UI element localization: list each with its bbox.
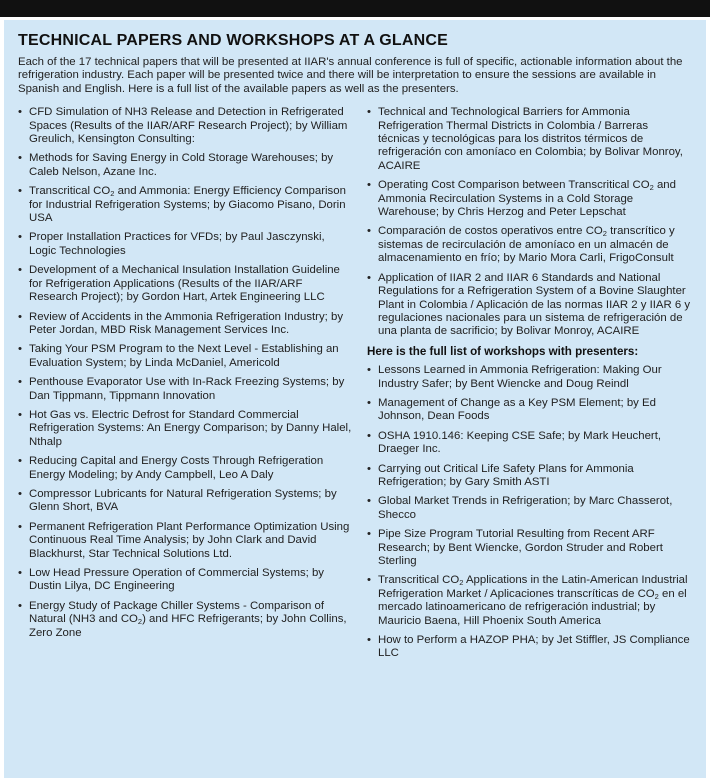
left-column <box>18 106 353 667</box>
paper-item-text: Comparación de costos operativos entre $CO_2$ transcrítico y sistemas de recirculación de amoníaco en un almacén de almacenamiento en frío; by Mario Mora Carli, FrigoConsult <box>378 225 675 265</box>
bullet-icon: • <box>18 106 22 119</box>
bullet-icon: • <box>367 495 371 508</box>
bullet-icon: • <box>367 462 371 475</box>
bullet-icon: • <box>367 225 371 238</box>
right-column <box>367 106 692 667</box>
workshop-item-text: Management of Change as a Key PSM Element; by Ed Johnson, Dean Foods <box>378 396 656 423</box>
paper-item-text: Energy Study of Package Chiller Systems - Comparison of Natural (NH3 and $CO_2$) and HFC Refrigerants; by John Collins, Zero Zone <box>29 599 347 639</box>
paper-item <box>367 106 692 173</box>
workshop-item-text: OSHA 1910.146: Keeping CSE Safe; by Mark Heuchert, Draeger Inc. <box>378 429 662 456</box>
paper-item-text: Compressor Lubricants for Natural Refrigeration Systems; by Glenn Short, BVA <box>29 487 337 514</box>
workshop-item <box>367 397 692 424</box>
header-bar <box>0 0 710 17</box>
workshop-item-text: Pipe Size Program Tutorial Resulting from Recent ARF Research; by Bent Wiencke, Gordon Struder and Robert Sterling <box>378 528 663 567</box>
paper-item <box>18 488 353 515</box>
paper-item <box>367 225 692 265</box>
bullet-icon: • <box>367 106 371 119</box>
workshops-list <box>367 364 692 661</box>
paper-item-text: Operating Cost Comparison between Transcritical $CO_2$ and Ammonia Recirculation Systems in a Cold Storage Warehouse; by Chris Herzog and Peter Lepschat <box>378 179 676 219</box>
paper-item-text: Methods for Saving Energy in Cold Storage Warehouses; by Caleb Nelson, Azane Inc. <box>29 152 334 178</box>
bullet-icon: • <box>18 487 22 500</box>
paper-item-text: Taking Your PSM Program to the Next Level - Establishing an Evaluation System; by Linda McDaniel, Americold <box>29 343 339 369</box>
panel-title: TECHNICAL PAPERS AND WORKSHOPS AT A GLANCE <box>18 32 449 49</box>
workshop-item <box>367 430 692 457</box>
paper-item <box>18 409 353 449</box>
columns <box>18 106 692 667</box>
workshop-item <box>367 495 692 522</box>
workshop-item <box>367 463 692 490</box>
paper-item <box>18 152 353 179</box>
bullet-icon: • <box>18 520 22 533</box>
paper-item-text: Technical and Technological Barriers for Ammonia Refrigeration Thermal Districts in Colombia / Barreras técnicas y tecnológicas para los distritos térmicos de refrigeración con amoníaco en Colombia; by Bolivar Monroy, ACAIRE <box>378 106 683 172</box>
papers-list-left <box>18 106 353 640</box>
paper-item <box>367 272 692 339</box>
paper-item <box>18 231 353 258</box>
bullet-icon: • <box>367 429 371 442</box>
paper-item-text: Hot Gas vs. Electric Defrost for Standard Commercial Refrigeration Systems: An Energy Comparison; by Danny Halel, Nthalp <box>29 408 352 448</box>
bullet-icon: • <box>18 310 22 323</box>
workshops-heading: Here is the full list of workshops with presenters: <box>367 344 639 358</box>
bullet-icon: • <box>18 376 22 389</box>
bullet-icon: • <box>18 231 22 244</box>
paper-item-text: Permanent Refrigeration Plant Performance Optimization Using Continuous Real Time Analysis; by John Clark and David Blackhurst, Star Technical Solutions Ltd. <box>29 520 350 560</box>
bullet-icon: • <box>367 528 371 541</box>
bullet-icon: • <box>18 567 22 579</box>
paper-item <box>18 567 353 594</box>
paper-item-text: Development of a Mechanical Insulation Installation Guideline for Refrigeration Applications (Results of the IIAR/ARF Research Project); by Gordon Hart, Artek Engineering LLC <box>29 264 340 304</box>
paper-item-text: Application of IIAR 2 and IIAR 6 Standards and National Regulations for a Refrigeration System of a Bovine Slaughter Plant in Colombia / Aplicación de las normas IIAR 2 y IIAR 6 y regulaciones nacionales para un sistema de refrigeración de una planta de sacrificio; by Bolivar Monroy, ACAIRE <box>378 271 691 338</box>
bullet-icon: • <box>18 185 22 198</box>
bullet-icon: • <box>18 152 22 165</box>
workshop-item-text: Lessons Learned in Ammonia Refrigeration: Making Our Industry Safer; by Bent Wiencke and Doug Reindl <box>378 364 662 390</box>
paper-item-text: Reducing Capital and Energy Costs Through Refrigeration Energy Modeling; by Andy Campbell, Leo A Daly <box>29 455 324 481</box>
paper-item <box>18 264 353 304</box>
paper-item <box>18 455 353 482</box>
bullet-icon: • <box>18 264 22 277</box>
workshop-item-text: Carrying out Critical Life Safety Plans for Ammonia Refrigeration; by Gary Smith ASTI <box>378 462 634 488</box>
papers-list-right <box>367 106 692 339</box>
workshop-item <box>367 634 692 661</box>
workshop-item-text: How to Perform a HAZOP PHA; by Jet Stiffler, JS Compliance LLC <box>378 634 690 660</box>
bullet-icon: • <box>18 408 22 421</box>
paper-item-text: Low Head Pressure Operation of Commercial Systems; by Dustin Lilya, DC Engineering <box>29 567 325 593</box>
paper-item <box>18 600 353 640</box>
paper-item <box>18 311 353 338</box>
paper-item <box>367 179 692 219</box>
bullet-icon: • <box>367 396 371 409</box>
article-panel <box>4 20 706 778</box>
bullet-icon: • <box>367 179 371 192</box>
bullet-icon: • <box>367 271 371 284</box>
paper-item-text: CFD Simulation of NH3 Release and Detection in Refrigerated Spaces (Results of the IIAR/ARF Research Project); by William Greulich, Kensington Consulting: <box>29 106 348 146</box>
bullet-icon: • <box>18 455 22 468</box>
paper-item <box>18 343 353 370</box>
workshop-item-text: Transcritical $CO_2$ Applications in the Latin-American Industrial Refrigeration Market / Aplicaciones transcríticas de $CO_2$ en el mercado latinoamericano de refrigeración industrial; by Mauricio Baena, Hill Phoenix South America <box>378 574 688 627</box>
bullet-icon: • <box>18 599 22 612</box>
bullet-icon: • <box>367 634 371 647</box>
paper-item <box>18 185 353 225</box>
paper-item-text: Proper Installation Practices for VFDs; by Paul Jasczynski, Logic Technologies <box>29 231 325 257</box>
paper-item <box>18 106 353 146</box>
workshop-item-text: Global Market Trends in Refrigeration; by Marc Chasserot, Shecco <box>378 495 673 521</box>
workshop-item <box>367 528 692 568</box>
paper-item-text: Transcritical $CO_2$ and Ammonia: Energy Efficiency Comparison for Industrial Refrigeration Systems; by Giacomo Pisano, Dorin USA <box>29 185 346 225</box>
workshop-item <box>367 364 692 391</box>
paper-item-text: Review of Accidents in the Ammonia Refrigeration Industry; by Peter Jordan, MBD Risk Management Services Inc. <box>29 310 344 336</box>
workshop-item <box>367 574 692 628</box>
paper-item-text: Penthouse Evaporator Use with In-Rack Freezing Systems; by Dan Tippmann, Tippmann Innovation <box>29 376 345 402</box>
paper-item <box>18 521 353 561</box>
paper-item <box>18 376 353 403</box>
bullet-icon: • <box>367 364 371 377</box>
bullet-icon: • <box>18 343 22 356</box>
bullet-icon: • <box>367 574 371 587</box>
intro-paragraph: Each of the 17 technical papers that will be presented at IIAR's annual conference is full of specific, actionable information about the refrigeration industry. Each paper will be presented twice and there will be interpretation to ensure the sessions are available in Spanish and English. Here is a full list of the available papers as well as the presenters. <box>18 56 683 95</box>
